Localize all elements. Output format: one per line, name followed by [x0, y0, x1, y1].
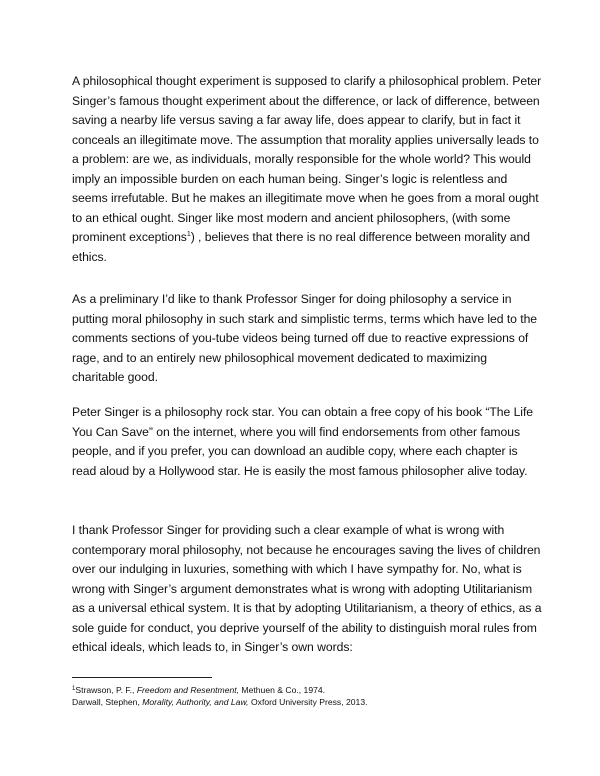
footnote-item: [72, 683, 552, 696]
footnote-divider: [72, 677, 212, 678]
footnote-author: Strawson, P. F.,: [75, 685, 137, 695]
footnote-reference: 1: [186, 230, 191, 238]
footnote-item: [72, 696, 552, 708]
footnote-title: Freedom and Resentment,: [136, 685, 240, 695]
footnote-publisher: Oxford University Press, 2013.: [248, 697, 368, 707]
paragraph-preliminary: As a preliminary I’d like to thank Professor Singer for doing philosophy a service in putting moral philosophy in such stark and simplistic terms, terms which have led to the comments sections of you-tube videos being turned off due to reactive expressions of rage, and to an entirely new philosophical movement dedicated to maximizing charitable good.: [72, 292, 538, 384]
footnote-author: Darwall, Stephen,: [72, 697, 143, 707]
footnote-publisher: Methuen & Co., 1974.: [239, 685, 326, 695]
footnotes: [72, 683, 552, 708]
footnote-title: Morality, Authority, and Law,: [142, 697, 249, 707]
paragraph-intro: [72, 72, 542, 267]
paragraph-thanks: I thank Professor Singer for providing such a clear example of what is wrong with contemporary moral philosophy, not because he encourages saving the lives of children over our indulging in luxuries, something with which I have sympathy for. No, what is wrong with Singer’s argument demonstrates what is wrong with adopting Utilitarianism as a universal ethical system. It is that by adopting Utilitarianism, a theory of ethics, as a sole guide for conduct, you deprive yourself of the ability to distinguish moral rules from ethical ideals, which leads to, in Singer’s own words:: [72, 523, 542, 654]
paragraph-rock-star: Peter Singer is a philosophy rock star. You can obtain a free copy of his book “The Life You Can Save” on the internet, where you will find endorsements from other famous people, and if you prefer, you can download an audible copy, where each chapter is read aloud by a Hollywood star. He is easily the most famous philosopher alive today.: [72, 405, 534, 478]
paragraph-intro-text-end: ) , believes that there is no real difference between morality and ethics.: [72, 230, 530, 264]
footnote-marker: 1: [72, 686, 76, 692]
paragraph-intro-text: A philosophical thought experiment is supposed to clarify a philosophical problem. Peter Singer’s famous thought experiment about the difference, or lack of difference, between saving a nearby life versus saving a far away life, does appear to clarify, but in fact it conceals an illegitimate move. The assumption that morality applies universally leads to a problem: are we, as individuals, morally responsible for the whole world? This would imply an impossible burden on each human being. Singer’s logic is relentless and seems irrefutable. But he makes an illegitimate move when he goes from a moral ought to an ethical ought. Singer like most modern and ancient philosophers, (with some prominent exceptions: [72, 74, 542, 244]
